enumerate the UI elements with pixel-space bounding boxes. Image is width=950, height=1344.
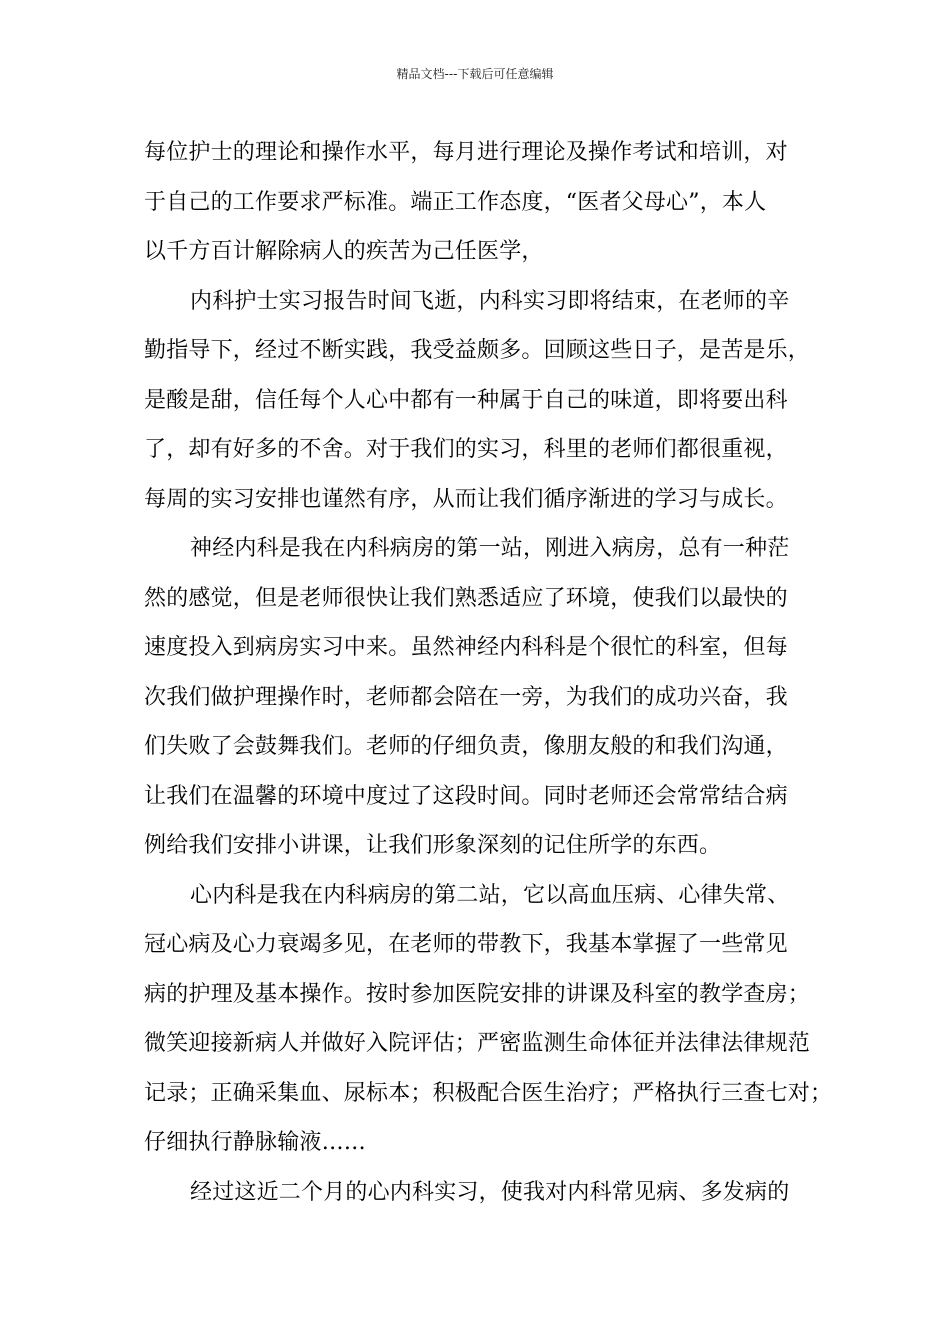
text-line: 神经内科是我在内科病房的第一站，刚进入病房，总有一种茫	[190, 536, 790, 561]
text-line: 每周的实习安排也谨然有序，从而让我们循序渐进的学习与成长。	[144, 486, 788, 512]
paragraph-3	[144, 524, 806, 871]
document-body	[144, 128, 833, 1217]
text-line: 勤指导下，经过不断实践，我受益颇多。回顾这些日子，是苦是乐，	[144, 338, 811, 363]
text-line: 仔细执行静脉输液……	[144, 1130, 367, 1155]
text-line: 内科护士实习报告时间飞逝，内科实习即将结束，在老师的辛	[190, 288, 790, 314]
text-line: 了，却有好多的不舍。对于我们的实习，科里的老师们都很重视，	[144, 437, 788, 462]
text-line: 然的感觉，但是老师很快让我们熟悉适应了环境，使我们以最快的	[144, 585, 788, 611]
text-line: 每位护士的理论和操作水平，每月进行理论及操作考试和培训，对	[144, 140, 788, 165]
text-line: 让我们在温馨的环境中度过了这段时间。同时老师还会常常结合病	[144, 783, 788, 809]
text-line: 冠心病及心力衰竭多见，在老师的带教下，我基本掌握了一些常见	[144, 932, 788, 957]
text-line: 以千方百计解除病人的疾苦为己任医学，	[144, 239, 544, 264]
page-header: 精品文档---下载后可任意编辑	[396, 67, 554, 81]
paragraph-2	[144, 277, 811, 525]
paragraph-5	[144, 1168, 806, 1218]
paragraph-1	[144, 128, 806, 277]
text-line: 们失败了会鼓舞我们。老师的仔细负责，像朋友般的和我们沟通，	[144, 734, 788, 759]
text-line: 是酸是甜，信任每个人心中都有一种属于自己的味道，即将要出科	[144, 387, 788, 413]
text-line: 经过这近二个月的心内科实习，使我对内科常见病、多发病的	[190, 1179, 790, 1205]
text-line: 于自己的工作要求严标准。端正工作态度，“医者父母心”，本人	[144, 189, 767, 215]
paragraph-4	[144, 871, 833, 1168]
text-line: 心内科是我在内科病房的第二站，它以高血压病、心律失常、	[190, 882, 790, 908]
text-line: 病的护理及基本操作。按时参加医院安排的讲课及科室的教学查房；	[144, 981, 811, 1007]
text-line: 微笑迎接新病人并做好入院评估；严密监测生命体征并法律法律规范	[144, 1031, 811, 1056]
text-line: 例给我们安排小讲课，让我们形象深刻的记住所学的东西。	[144, 833, 722, 858]
text-line: 速度投入到病房实习中来。虽然神经内科科是个很忙的科室，但每	[144, 635, 788, 660]
text-line: 次我们做护理操作时，老师都会陪在一旁，为我们的成功兴奋，我	[144, 684, 788, 710]
text-line: 记录；正确采集血、尿标本；积极配合医生治疗；严格执行三查七对；	[144, 1080, 833, 1106]
